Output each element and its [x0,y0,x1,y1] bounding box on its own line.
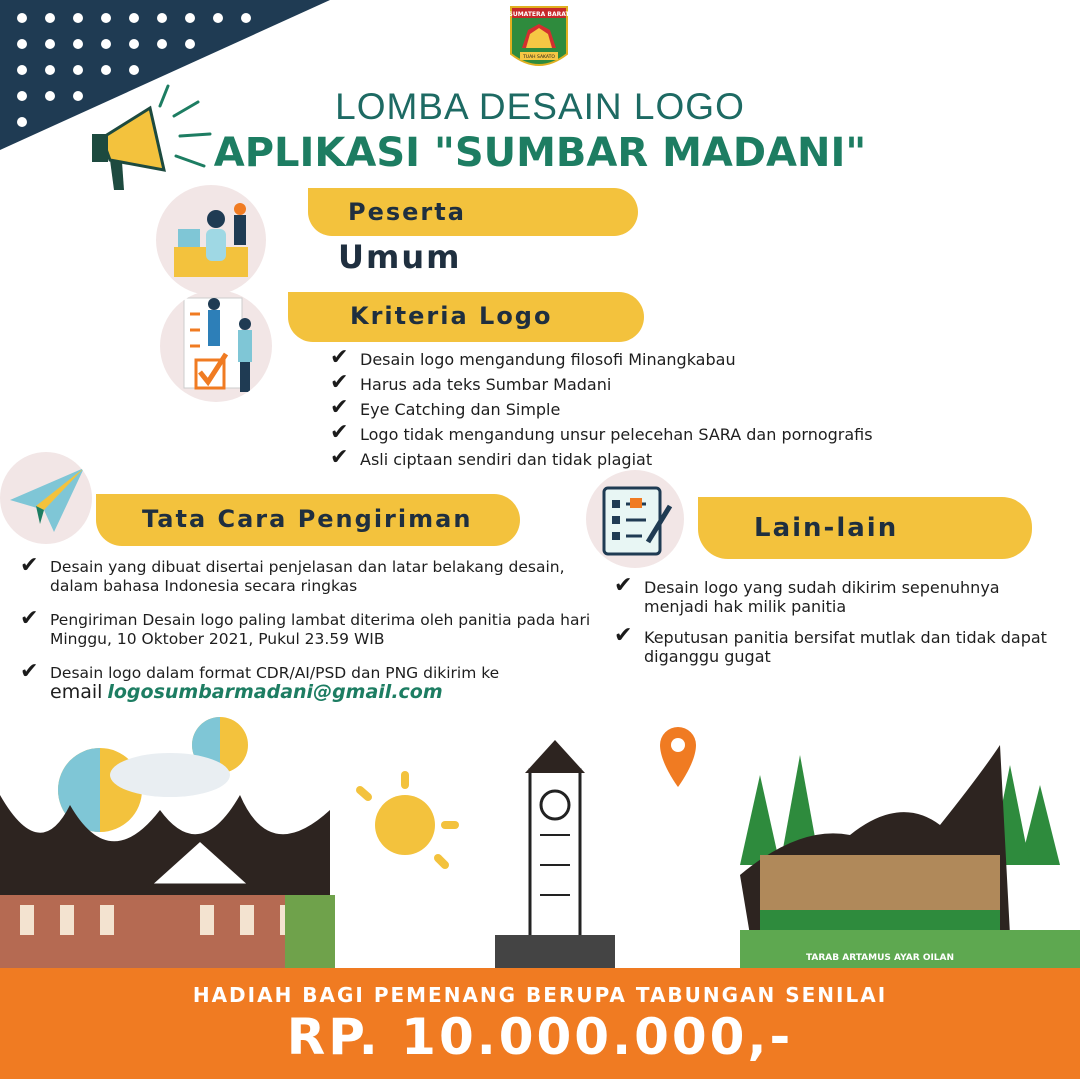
list-item: ✔ Keputusan panitia bersifat mutlak dan tidak dapat diganggu gugat [614,623,1047,666]
page-title-line2: APLIKASI "SUMBAR MADANI" [213,130,867,176]
page-title-line1: LOMBA DESAIN LOGO [335,86,745,127]
pengiriman-pill [96,494,520,546]
kriteria-pill [288,292,644,342]
check-icon: ✔ [20,606,39,631]
list-item: ✔ Desain logo dalam format CDR/AI/PSD dan PNG dikirim ke email logosumbarmadani@gmail.com [20,659,500,703]
lain-lain-illustration [586,470,684,568]
check-icon: ✔ [330,345,349,370]
check-icon: ✔ [330,445,349,470]
pengiriman-list [20,553,600,703]
landmark-illustration [0,715,1080,970]
check-icon: ✔ [20,659,39,684]
lain-lain-list [614,573,1054,666]
list-item: ✔ Desain yang dibuat disertai penjelasan dan latar belakang desain, dalam bahasa Indonesia secara ringkas [20,553,565,595]
check-icon: ✔ [20,553,39,578]
check-icon: ✔ [614,623,633,648]
list-item: ✔ Desain logo yang sudah dikirim sepenuhnya menjadi hak milik panitia [614,573,1000,616]
pengiriman-label: Tata Cara Pengiriman [142,505,473,533]
kriteria-illustration [160,290,272,402]
emblem-top-text: SUMATERA BARAT [508,11,570,18]
list-item: ✔ Eye Catching dan Simple [330,395,561,420]
lain-lain-pill [698,497,1032,559]
list-item: ✔ Asli ciptaan sendiri dan tidak plagiat [330,445,653,470]
list-item: ✔ Pengiriman Desain logo paling lambat diterima oleh panitia pada hari Minggu, 10 Oktober 2021, Pukul 23.59 WIB [20,606,591,648]
kriteria-label: Kriteria Logo [350,302,553,330]
kriteria-list [330,345,1030,470]
prize-amount: RP. 10.000.000,- [286,1008,794,1066]
peserta-value: Umum [338,238,462,276]
paper-plane-illustration [0,452,92,544]
emblem-bottom-text: TUAH SAKATO [523,55,555,60]
peserta-pill [308,188,638,236]
building-sign-text: TARAB ARTAMUS AYAR OILAN [805,953,955,963]
peserta-label: Peserta [348,198,466,226]
lain-lain-label: Lain-lain [754,513,899,543]
list-item: ✔ Logo tidak mengandung unsur pelecehan SARA dan pornografis [330,420,873,445]
sumatera-barat-emblem [508,4,570,76]
check-icon: ✔ [330,395,349,420]
peserta-illustration [156,185,266,295]
email-link[interactable]: logosumbarmadani@gmail.com [107,681,443,703]
email-prefix: email [50,681,103,703]
list-item: ✔ Harus ada teks Sumbar Madani [330,370,612,395]
check-icon: ✔ [330,420,349,445]
prize-caption: HADIAH BAGI PEMENANG BERUPA TABUNGAN SENILAI [192,983,888,1007]
check-icon: ✔ [614,573,633,598]
list-item: ✔ Desain logo mengandung filosofi Minangkabau [330,345,736,370]
check-icon: ✔ [330,370,349,395]
